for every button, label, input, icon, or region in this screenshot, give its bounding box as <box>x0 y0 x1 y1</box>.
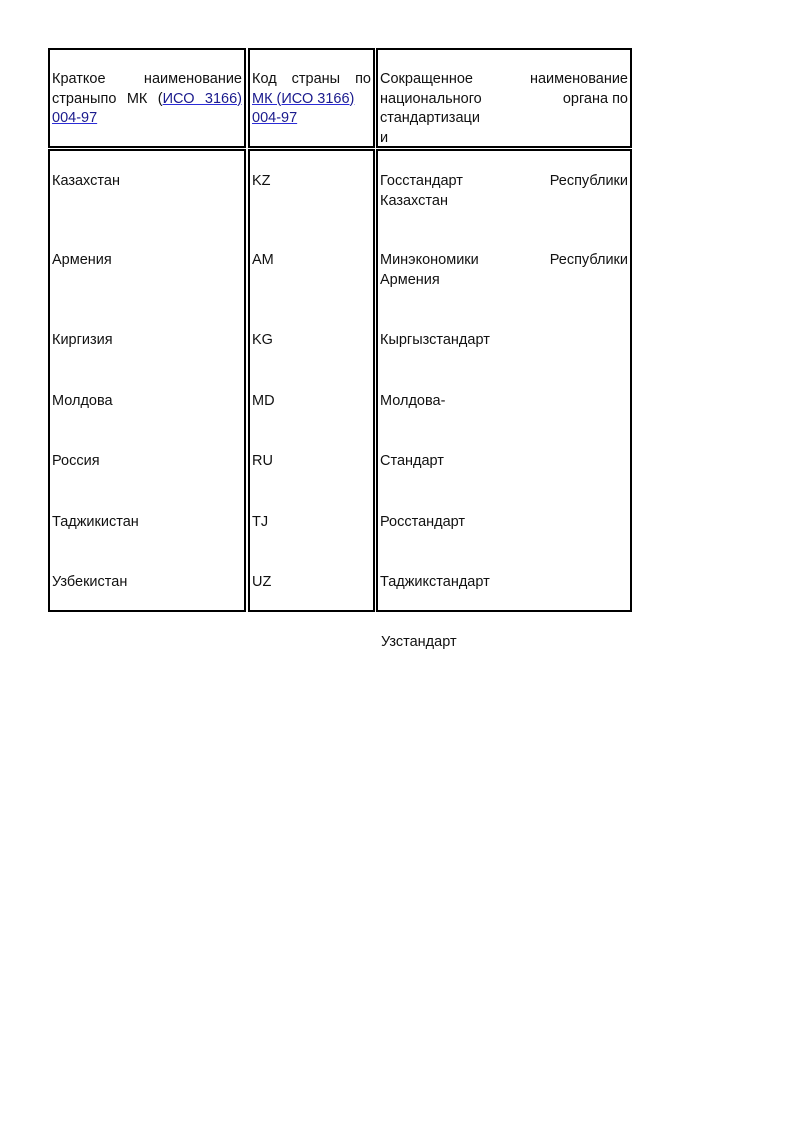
table-row-standards-body: Минэкономики Республики Армения <box>380 252 628 288</box>
iso-3166-link[interactable]: ИСО 3166) <box>162 90 243 107</box>
table-row-standards-body: Госстандарт Республики Казахстан <box>380 173 628 209</box>
body-column-country-name <box>48 149 246 612</box>
table-row-standards-body: Кыргызстандарт <box>380 332 490 348</box>
table-row-standards-body: Молдова- <box>380 393 446 409</box>
header-word: Краткое наименование <box>52 71 242 87</box>
table-row-country: Молдова <box>52 393 113 409</box>
table-row-country: Россия <box>52 453 100 469</box>
header-country-code-text <box>248 70 375 129</box>
table-row-standards-body: Таджикстандарт <box>380 574 490 590</box>
table-row-code: KG <box>252 332 273 348</box>
header-country-name-text <box>48 70 246 129</box>
header-word: странып <box>52 90 109 107</box>
table-row-country: Узбекистан <box>52 574 128 590</box>
header-word: органа по <box>562 90 628 107</box>
header-word: Сокращенное <box>380 71 473 87</box>
table-row-standards-body: Стандарт <box>380 453 444 469</box>
table-row-code: UZ <box>252 574 272 590</box>
table-row-country: Казахстан <box>52 173 120 189</box>
header-word: наименование <box>529 71 628 87</box>
table-row-standards-body: Росстандарт <box>380 514 466 530</box>
table-row-country: Таджикистан <box>52 514 139 530</box>
iso-3166-link-year[interactable]: 004-97 <box>52 110 98 126</box>
table-row-code: MD <box>252 393 275 409</box>
header-standards-body-text <box>376 70 632 148</box>
table-row-code: TJ <box>252 514 269 530</box>
header-word: национального <box>380 90 482 107</box>
body-column-standards-body <box>376 149 632 612</box>
body-column-country-code <box>248 149 375 612</box>
iso-3166-link-year[interactable]: 004-97 <box>252 110 298 126</box>
table-row-code: AM <box>252 252 274 268</box>
table-row-country: Киргизия <box>52 332 113 348</box>
header-word: о МК ( <box>108 90 163 107</box>
header-word: Код страны по <box>252 71 371 87</box>
trailing-standards-body-text: Узстандарт <box>381 634 457 650</box>
iso-3166-link[interactable]: МК (ИСО 3166) <box>252 90 355 107</box>
table-row-country: Армения <box>52 252 112 268</box>
header-word: и <box>380 129 389 146</box>
table-row-code: KZ <box>252 173 271 189</box>
table-row-code: RU <box>252 453 273 469</box>
header-word: стандартизаци <box>380 110 480 126</box>
